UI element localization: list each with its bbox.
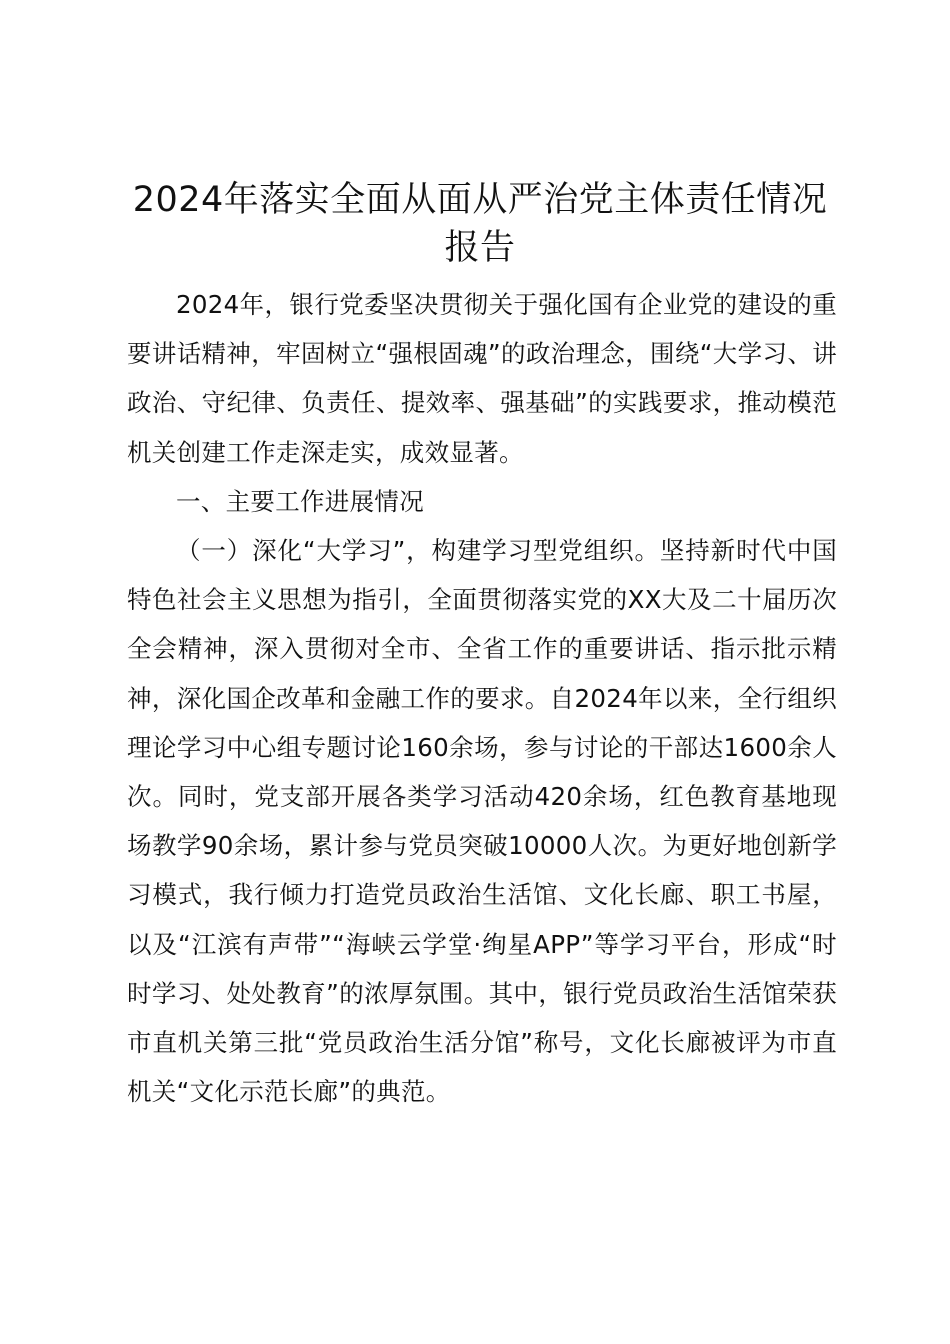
subsection-paragraph: （一）深化“大学习”，构建学习型党组织。坚持新时代中国特色社会主义思想为指引，全面贯彻落实党的XX大及二十届历次全会精神，深入贯彻对全市、全省工作的重要讲话、指示批示精神，深化国企改革和金融工作的要求。自2024年以来，全行组织理论学习中心组专题讨论160余场，参与讨论的干部达1600余人次。同时，党支部开展各类学习活动420余场，红色教育基地现场教学90余场，累计参与党员突破10000人次。为更好地创新学习模式，我行倾力打造党员政治生活馆、文化长廊、职工书屋，以及“江滨有声带”“海峡云学堂·绚星APP”等学习平台，形成“时时学习、处处教育”的浓厚氛围。其中，银行党员政治生活馆荣获市直机关第三批“党员政治生活分馆”称号，文化长廊被评为市直机关“文化示范长廊”的典范。 bbox=[127, 536, 837, 1107]
intro-paragraph: 2024年，银行党委坚决贯彻关于强化国有企业党的建设的重要讲话精神，牢固树立“强根固魂”的政治理念，围绕“大学习、讲政治、守纪律、负责任、提效率、强基础”的实践要求，推动模范机关创建工作走深走实，成效显著。 bbox=[127, 290, 837, 467]
document-title: 2024年落实全面从面从严治党主体责任情况报告 bbox=[132, 180, 828, 268]
document-body bbox=[127, 280, 837, 1116]
section-heading: 一、主要工作进展情况 bbox=[176, 486, 424, 516]
